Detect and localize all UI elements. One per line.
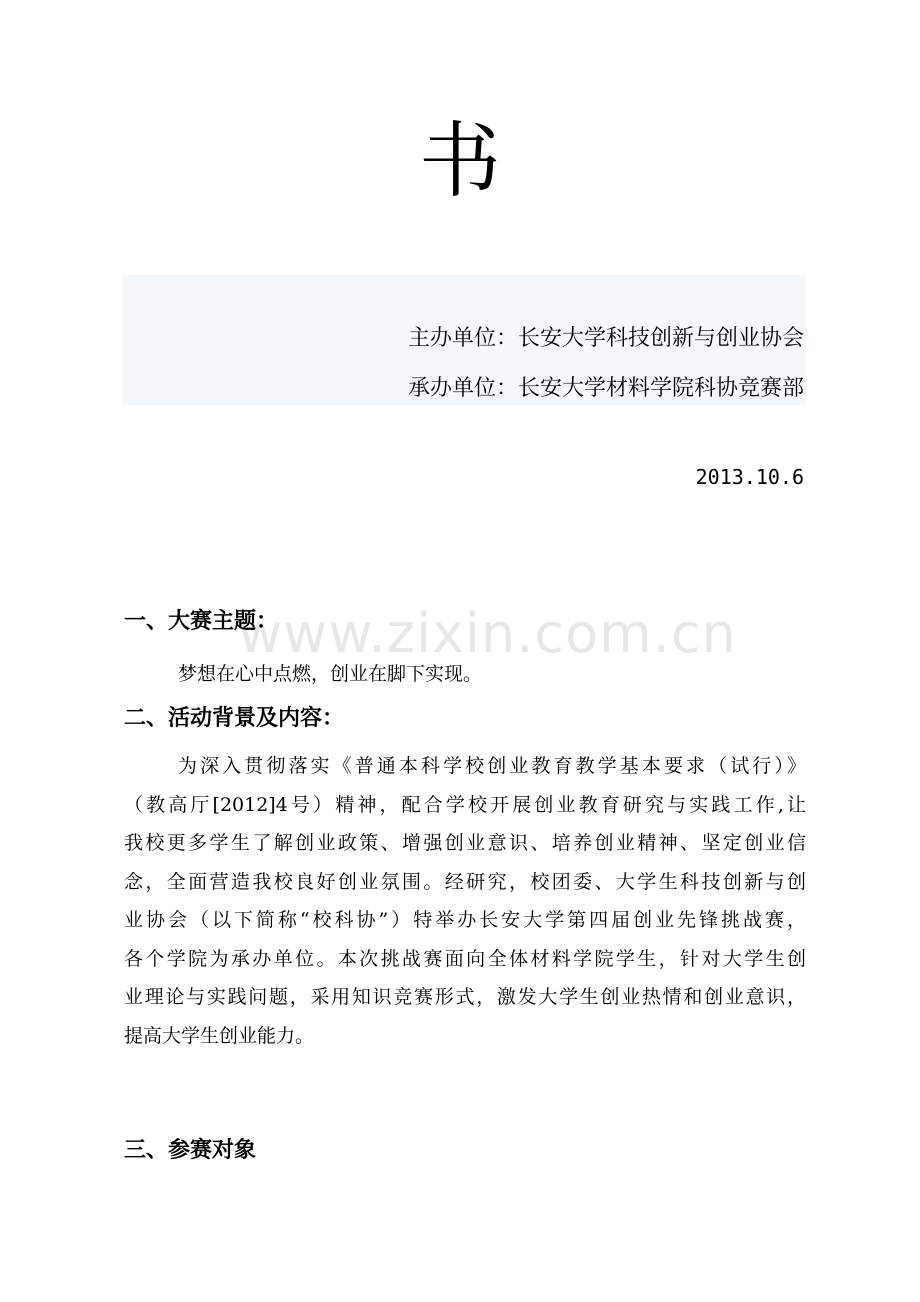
paragraph-line: （教高厅[2012]4号）精神，配合学校开展创业教育研究与实践工作,让 [124, 793, 806, 816]
paragraph-line: 提高大学生创业能力。 [124, 1024, 315, 1047]
paragraph-line: 各个学院为承办单位。本次挑战赛面向全体材料学院学生，针对大学生创 [124, 947, 806, 970]
paragraph-line: 为深入贯彻落实《普通本科学校创业教育教学基本要求（试行）》 [178, 755, 806, 777]
watermark: www.zixin.com.cn [238, 602, 737, 665]
theme-text: 梦想在心中点燃，创业在脚下实现。 [178, 663, 483, 685]
paragraph-line: 我校更多学生了解创业政策、增强创业意识、培养创业精神、坚定创业信 [124, 832, 806, 854]
section-heading-theme: 一、大赛主题： [124, 609, 279, 634]
paragraph-line: 业协会（以下简称“校科协”）特举办长安大学第四届创业先锋挑战赛， [124, 909, 806, 931]
host-organizer: 主办单位：长安大学科技创新与创业协会 [407, 326, 804, 351]
section-heading-background: 二、活动背景及内容： [124, 706, 345, 731]
section-heading-participants: 三、参赛对象 [124, 1138, 257, 1163]
paragraph-line: 念，全面营造我校良好创业氛围。经研究，校团委、大学生科技创新与创 [124, 870, 806, 893]
paragraph-line: 业理论与实践问题，采用知识竞赛形式，激发大学生创业热情和创业意识， [124, 986, 806, 1008]
document-date: 2013.10.6 [695, 465, 804, 489]
undertaking-organizer: 承办单位：长安大学材料学院科协竞赛部 [407, 376, 804, 401]
title-char: 书 [418, 114, 501, 209]
background-paragraph [124, 747, 806, 1055]
